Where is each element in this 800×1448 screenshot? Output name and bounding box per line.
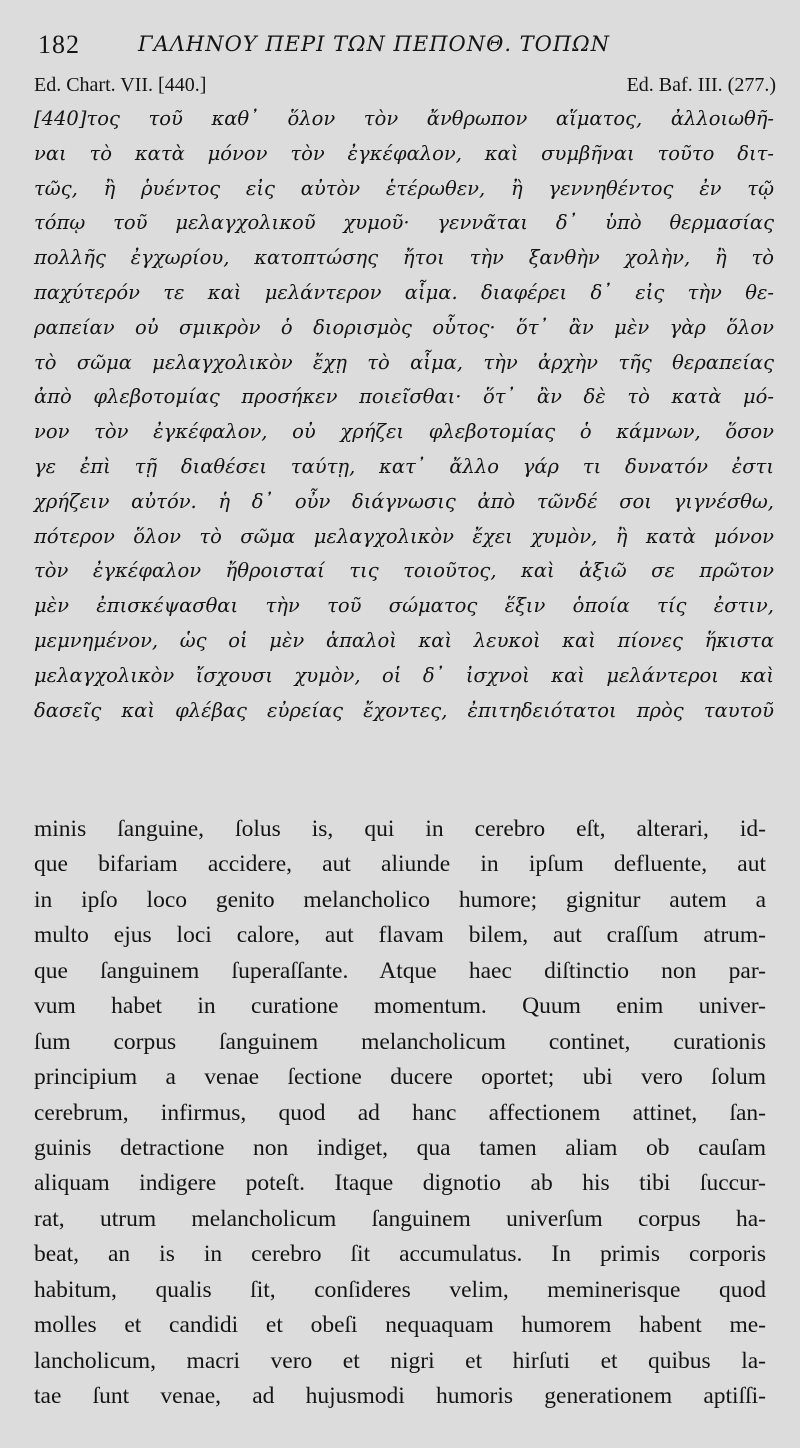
page-number: 182 — [38, 30, 80, 59]
greek-line: μεμνημένον, ὡς οἱ μὲν ἁπαλοὶ καὶ λευκοὶ καὶ πίονες ἥκιστα — [34, 628, 774, 652]
greek-line: τὸν ἐγκέφαλον ἤθροισταί τις τοιοῦτος, καὶ ἀξιῶ σε πρῶτον — [34, 559, 774, 583]
latin-line: guinis detractione non indiget, qua tamen aliam ob cauſam — [34, 1134, 766, 1161]
greek-line: νον τὸν ἐγκέφαλον, οὐ χρήζει φλεβοτομίας ὁ κάμνων, ὅσον — [34, 420, 774, 444]
latin-line: que bifariam accidere, aut aliunde in ipſum defluente, aut — [34, 851, 766, 878]
latin-line: aliquam indigere poteſt. Itaque dignotio ab his tibi ſuccur- — [34, 1170, 766, 1197]
latin-line: habitum, qualis ſit, conſideres velim, meminerisque quod — [34, 1276, 766, 1303]
greek-line: μὲν ἐπισκέψασθαι τὴν τοῦ σώματος ἕξιν ὁποία τίς ἐστιν, — [34, 594, 774, 618]
latin-text-block — [34, 812, 766, 1414]
latin-line: tae ſunt venae, ad hujusmodi humoris generationem aptiſſi- — [34, 1383, 766, 1409]
greek-line: ναι τὸ κατὰ μόνον τὸν ἐγκέφαλον, καὶ συμβῆναι τοῦτο διτ- — [34, 141, 774, 165]
latin-line: multo ejus loci calore, aut flavam bilem, aut craſſum atrum- — [34, 922, 766, 949]
page-header — [38, 30, 778, 70]
latin-line: cerebrum, infirmus, quod ad hanc affectionem attinet, ſan- — [34, 1099, 766, 1126]
greek-line: πολλῆς ἐγχωρίου, κατοπτώσης ἤτοι τὴν ξανθὴν χολὴν, ἢ τὸ — [34, 246, 774, 270]
latin-line: vum habet in curatione momentum. Quum enim univer- — [34, 993, 766, 1020]
latin-line: ſum corpus ſanguinem melancholicum continet, curationis — [34, 1028, 766, 1055]
greek-line: μελαγχολικὸν ἴσχουσι χυμὸν, οἱ δ᾿ ἰσχνοὶ καὶ μελάντεροι καὶ — [34, 663, 774, 687]
latin-line: molles et candidi et obeſi nequaquam humorem habent me- — [34, 1312, 766, 1339]
latin-line: que ſanguinem ſuperaſſante. Atque haec diſtinctio non par- — [34, 957, 766, 984]
greek-text-block — [34, 102, 774, 728]
latin-line: minis ſanguine, ſolus is, qui in cerebro eſt, alterari, id- — [34, 816, 766, 842]
greek-line: πότερον ὅλον τὸ σῶμα μελαγχολικὸν ἔχει χυμὸν, ἢ κατὰ μόνον — [34, 524, 774, 548]
latin-line: principium a venae ſectione ducere oportet; ubi vero ſolum — [34, 1064, 766, 1091]
latin-line: lancholicum, macri vero et nigri et hirſuti et quibus la- — [34, 1347, 766, 1374]
greek-line: τόπῳ τοῦ μελαγχολικοῦ χυμοῦ· γεννᾶται δ᾿ ὑπὸ θερμασίας — [34, 211, 774, 235]
latin-line: rat, utrum melancholicum ſanguinem univerſum corpus ha- — [34, 1205, 766, 1232]
greek-line: παχύτερόν τε καὶ μελάντερον αἷμα. διαφέρει δ᾿ εἰς τὴν θε- — [34, 280, 774, 304]
edition-reference-chartier: Ed. Chart. VII. [440.] — [34, 74, 207, 96]
greek-line: ἀπὸ φλεβοτομίας προσήκεν ποιεῖσθαι· ὅτ᾿ ἂν δὲ τὸ κατὰ μό- — [34, 385, 774, 409]
latin-line: in ipſo loco genito melancholico humore; gignitur autem a — [34, 886, 766, 913]
running-title: ΓΑΛΗΝΟΥ ΠΕΡΙ ΤΩΝ ΠΕΠΟΝΘ. ΤΟΠΩΝ — [138, 32, 610, 56]
greek-line: γε ἐπὶ τῇ διαθέσει ταύτῃ, κατ᾿ ἄλλο γάρ τι δυνατόν ἐστι — [34, 454, 774, 478]
edition-reference-basel: Ed. Baf. III. (277.) — [626, 74, 776, 96]
latin-line: beat, an is in cerebro ſit accumulatus. In primis corporis — [34, 1241, 766, 1268]
greek-line: δασεῖς καὶ φλέβας εὐρείας ἔχοντες, ἐπιτηδειότατοι πρὸς ταυτοῦ — [34, 698, 774, 722]
greek-line: χρήζειν αὐτόν. ἡ δ᾿ οὖν διάγνωσις ἀπὸ τῶνδέ σοι γιγνέσθω, — [34, 489, 774, 513]
greek-line: τῶς, ἢ ῥυέντος εἰς αὐτὸν ἑτέρωθεν, ἢ γεννηθέντος ἐν τῷ — [34, 176, 774, 200]
edition-references — [34, 74, 776, 104]
greek-line: τὸ σῶμα μελαγχολικὸν ἔχῃ τὸ αἷμα, τὴν ἀρχὴν τῆς θεραπείας — [34, 350, 774, 374]
greek-line: [440]τος τοῦ καθ᾿ ὅλον τὸν ἄνθρωπον αἵματος, ἀλλοιωθῆ- — [34, 107, 774, 130]
greek-line: ραπείαν οὐ σμικρὸν ὁ διορισμὸς οὗτος· ὅτ᾿ ἂν μὲν γὰρ ὅλον — [34, 315, 774, 339]
